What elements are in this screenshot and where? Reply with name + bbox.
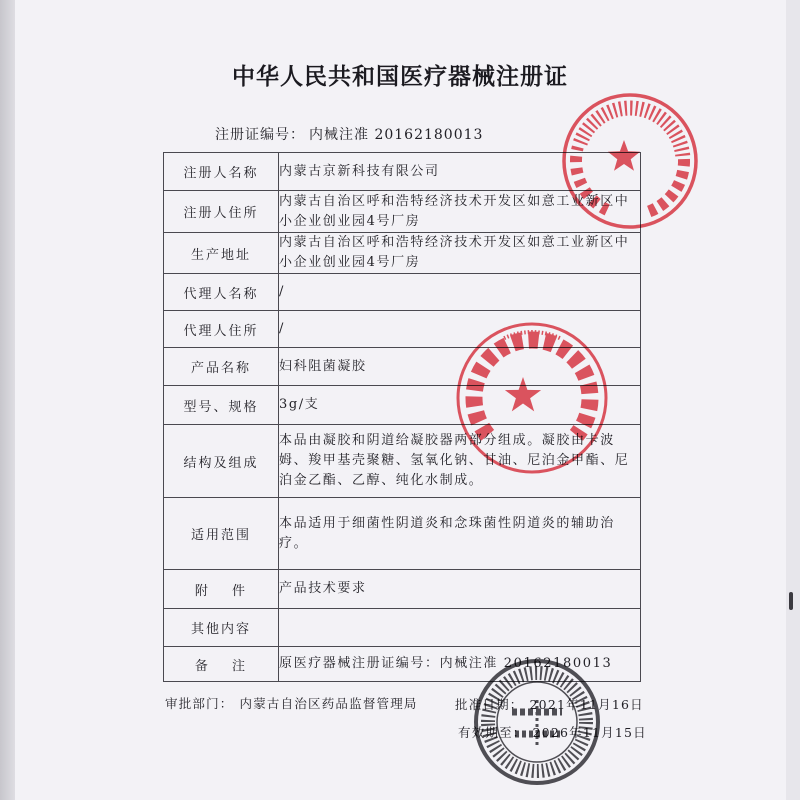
structure-composition-value: 本品由凝胶和阴道给凝胶器两部分组成。凝胶由卡波姆、羧甲基壳聚糖、氢氧化钠、甘油、尼泊金甲酯、尼泊金乙酯、乙醇、纯化水制成。 <box>279 425 641 498</box>
certificate-number-label: 注册证编号： <box>215 127 305 143</box>
registrant-address-row <box>164 191 641 233</box>
registrant-name-value: 内蒙古京新科技有限公司 <box>279 153 641 191</box>
product-name-value: 妇科阻菌凝胶 <box>279 348 641 386</box>
model-spec-value: 3g/支 <box>279 386 641 425</box>
model-spec-row <box>164 386 641 425</box>
approval-authority-label: 审批部门： <box>165 696 234 711</box>
certificate-title: 中华人民共和国医疗器械注册证 <box>232 64 568 90</box>
structure-composition-row <box>164 425 641 498</box>
expiry-date <box>458 725 647 741</box>
agent-name-row <box>164 274 641 311</box>
other-content-row <box>164 609 641 647</box>
attachments-row <box>164 570 641 609</box>
registrant-address-value: 内蒙古自治区呼和浩特经济技术开发区如意工业新区中小企业创业园4号厂房 <box>279 191 641 233</box>
attachments-label: 附 件 <box>164 570 279 609</box>
remarks-value: 原医疗器械注册证编号：内械注准 20162180013 <box>279 647 641 682</box>
scan-edge-left <box>0 0 15 800</box>
registrant-name-row <box>164 153 641 191</box>
structure-composition-label: 结构及组成 <box>164 425 279 498</box>
agent-address-row <box>164 311 641 348</box>
model-spec-label: 型号、规格 <box>164 386 279 425</box>
other-content-value <box>279 609 641 647</box>
expiry-date-label: 有效期至： <box>458 725 527 740</box>
certificate-number <box>215 125 483 145</box>
remarks-label: 备 注 <box>164 647 279 682</box>
approval-date-value: 2021年11月16日 <box>529 697 644 712</box>
agent-name-label: 代理人名称 <box>164 274 279 311</box>
approval-authority <box>165 696 418 712</box>
production-address-value: 内蒙古自治区呼和浩特经济技术开发区如意工业新区中小企业创业园4号厂房 <box>279 233 641 274</box>
agent-address-label: 代理人住所 <box>164 311 279 348</box>
scope-of-application-row <box>164 498 641 570</box>
attachments-value: 产品技术要求 <box>279 570 641 609</box>
registration-table <box>163 152 641 682</box>
agent-address-value: / <box>279 311 641 348</box>
expiry-date-value: 2026年11月15日 <box>532 725 647 740</box>
product-name-row <box>164 348 641 386</box>
approval-date-label: 批准日期： <box>455 697 524 712</box>
scan-edge-right <box>786 0 800 800</box>
scope-of-application-label: 适用范围 <box>164 498 279 570</box>
product-name-label: 产品名称 <box>164 348 279 386</box>
approval-date <box>455 697 644 713</box>
production-address-row <box>164 233 641 274</box>
other-content-label: 其他内容 <box>164 609 279 647</box>
approval-authority-value: 内蒙古自治区药品监督管理局 <box>239 696 418 711</box>
scope-of-application-value: 本品适用于细菌性阴道炎和念珠菌性阴道炎的辅助治疗。 <box>279 498 641 570</box>
certificate-number-value: 内械注准 20162180013 <box>309 127 484 143</box>
production-address-label: 生产地址 <box>164 233 279 274</box>
registrant-address-label: 注册人住所 <box>164 191 279 233</box>
scan-mark <box>789 592 793 610</box>
registrant-name-label: 注册人名称 <box>164 153 279 191</box>
remarks-row <box>164 647 641 682</box>
agent-name-value: / <box>279 274 641 311</box>
